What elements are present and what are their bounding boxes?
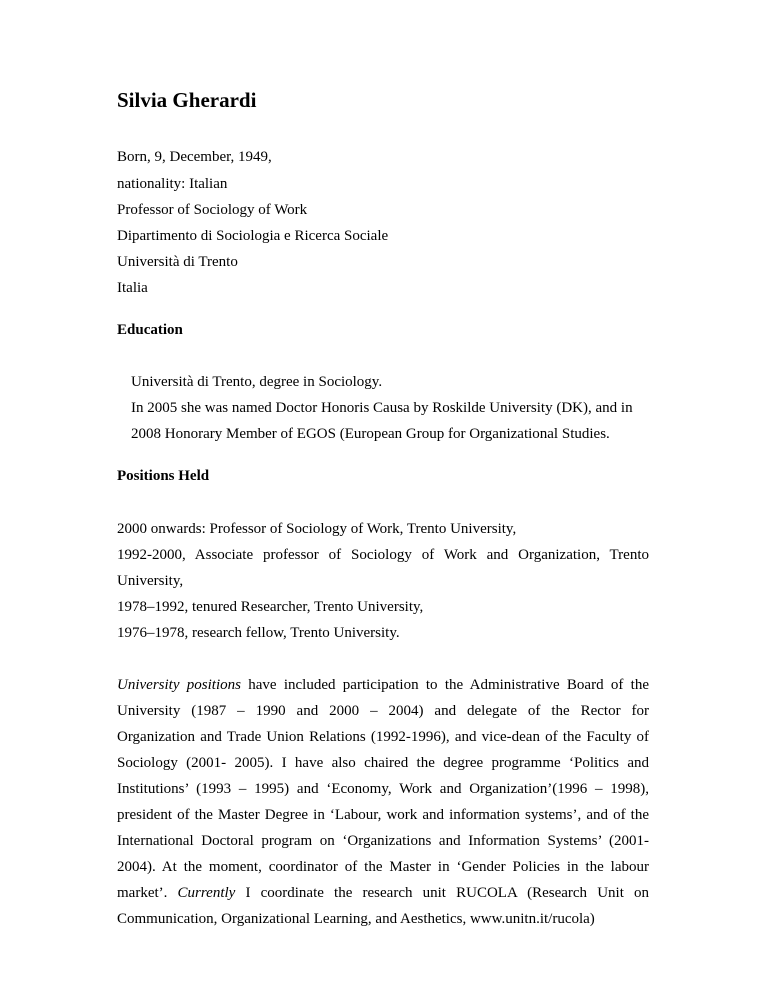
university-positions-paragraph-line: market’. Currently I coordinate the research unit RUCOLA (Research Unit on <box>117 885 650 901</box>
university-positions-paragraph-line: Organization and Trade Union Relations (1992-1996), and vice-dean of the Faculty of <box>117 729 649 745</box>
education-line: In 2005 she was named Doctor Honoris Causa by Roskilde University (DK), and in <box>131 400 633 416</box>
personal-nationality: nationality: Italian <box>117 176 228 192</box>
university-positions-paragraph-line: Communication, Organizational Learning, and Aesthetics, www.unitn.it/rucola) <box>117 911 595 927</box>
currently-emphasis: Currently <box>177 885 236 901</box>
university-positions-paragraph-line: University positions have included participation to the Administrative Board of the <box>117 677 649 693</box>
position-line: 1976–1978, research fellow, Trento University. <box>117 625 400 641</box>
positions-heading: Positions Held <box>117 468 210 484</box>
position-line: University, <box>117 573 184 589</box>
university-positions-paragraph-line: International Doctoral program on ‘Organizations and Information Systems’ (2001- <box>117 833 649 849</box>
university-positions-lead: University positions <box>117 677 241 693</box>
position-line: 1978–1992, tenured Researcher, Trento University, <box>117 599 424 615</box>
person-name: Silvia Gherardi <box>117 88 257 112</box>
personal-university: Università di Trento <box>117 254 238 270</box>
position-line: 2000 onwards: Professor of Sociology of Work, Trento University, <box>117 521 517 537</box>
university-positions-paragraph-line: University (1987 – 1990 and 2000 – 2004) and delegate of the Rector for <box>117 703 649 719</box>
university-positions-paragraph-line: Institutions’ (1993 – 1995) and ‘Economy, Work and Organization’(1996 – 1998), <box>117 781 649 797</box>
personal-birth: Born, 9, December, 1949, <box>117 149 272 165</box>
university-positions-paragraph-line: president of the Master Degree in ‘Labour, work and information systems’, and of the <box>117 807 649 823</box>
education-line: 2008 Honorary Member of EGOS (European Group for Organizational Studies. <box>131 426 610 442</box>
personal-department: Dipartimento di Sociologia e Ricerca Sociale <box>117 228 389 244</box>
education-heading: Education <box>117 322 183 338</box>
position-line: 1992-2000, Associate professor of Sociology of Work and Organization, Trento <box>117 547 649 563</box>
personal-country: Italia <box>117 280 148 296</box>
university-positions-paragraph-line: 2004). At the moment, coordinator of the Master in ‘Gender Policies in the labour <box>117 859 649 875</box>
university-positions-paragraph-line: Sociology (2001- 2005). I have also chaired the degree programme ‘Politics and <box>117 755 649 771</box>
personal-title: Professor of Sociology of Work <box>117 202 308 218</box>
education-line: Università di Trento, degree in Sociology. <box>131 374 383 390</box>
